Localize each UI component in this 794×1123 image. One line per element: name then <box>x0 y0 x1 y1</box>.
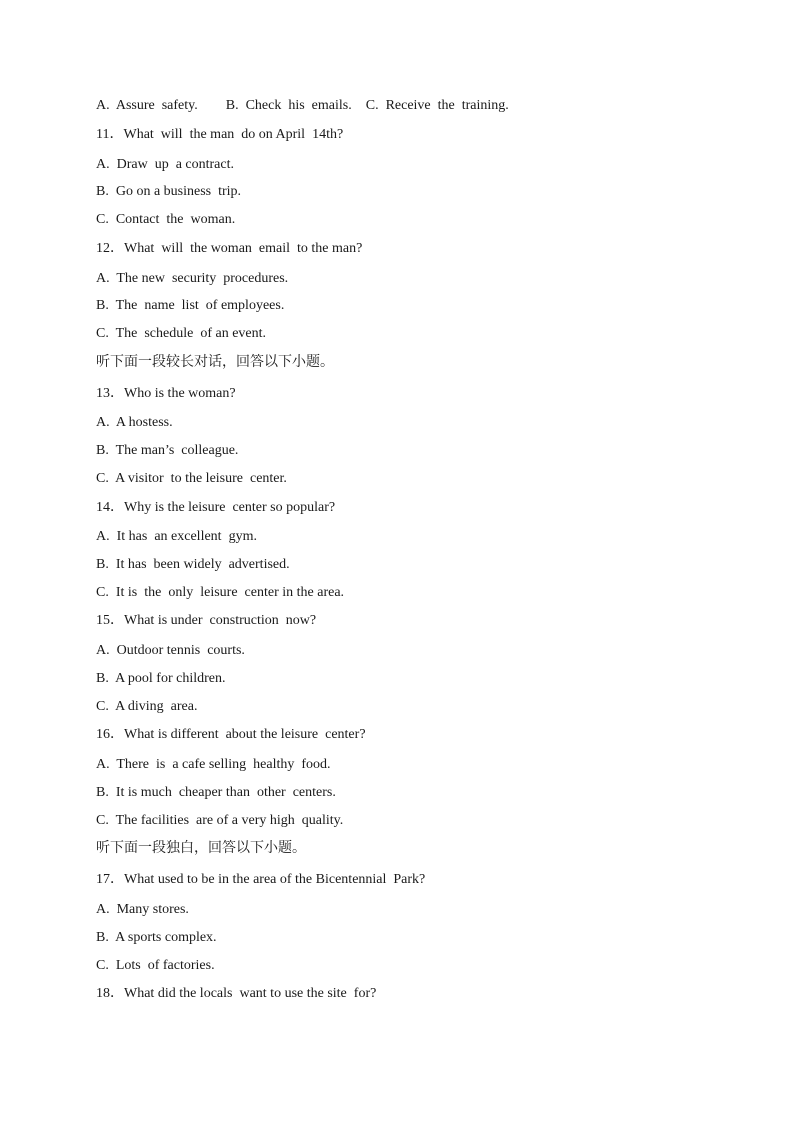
question-17: 17．What used to be in the area of the Bicentennial Park? <box>96 872 426 887</box>
option-14-c: C. It is the only leisure center in the area. <box>96 585 345 600</box>
option-12-c: C. The schedule of an event. <box>96 326 267 341</box>
question-18: 18．What did the locals want to use the site for? <box>96 986 377 1001</box>
question-16: 16．What is different about the leisure center? <box>96 727 366 742</box>
question-12: 12．What will the woman email to the man? <box>96 241 363 256</box>
option-11-b: B. Go on a business trip. <box>96 184 242 199</box>
option-16-c: C. The facilities are of a very high quality. <box>96 813 344 828</box>
option-17-b: B. A sports complex. <box>96 930 217 945</box>
question-15: 15．What is under construction now? <box>96 613 317 628</box>
section-instruction-monologue: 听下面一段独白，回答以下小题。 <box>96 840 306 856</box>
option-16-b: B. It is much cheaper than other centers. <box>96 785 336 800</box>
option-15-a: A. Outdoor tennis courts. <box>96 643 245 658</box>
option-13-a: A. A hostess. <box>96 415 173 430</box>
answer-options-q10: A. Assure safety. B. Check his emails. C. Receive the training. <box>96 98 509 113</box>
option-15-b: B. A pool for children. <box>96 671 226 686</box>
option-13-b: B. The man’s colleague. <box>96 443 239 458</box>
option-13-c: C. A visitor to the leisure center. <box>96 471 287 486</box>
section-instruction-dialogue: 听下面一段较长对话，回答以下小题。 <box>96 354 334 370</box>
option-12-a: A. The new security procedures. <box>96 271 289 286</box>
option-11-c: C. Contact the woman. <box>96 212 236 227</box>
option-11-a: A. Draw up a contract. <box>96 157 235 172</box>
question-13: 13．Who is the woman? <box>96 386 236 401</box>
option-14-b: B. It has been widely advertised. <box>96 557 290 572</box>
question-11: 11．What will the man do on April 14th? <box>96 127 344 142</box>
option-17-c: C. Lots of factories. <box>96 958 215 973</box>
question-14: 14．Why is the leisure center so popular? <box>96 500 336 515</box>
option-17-a: A. Many stores. <box>96 902 189 917</box>
option-14-a: A. It has an excellent gym. <box>96 529 257 544</box>
option-15-c: C. A diving area. <box>96 699 198 714</box>
option-12-b: B. The name list of employees. <box>96 298 285 313</box>
option-16-a: A. There is a cafe selling healthy food. <box>96 757 331 772</box>
